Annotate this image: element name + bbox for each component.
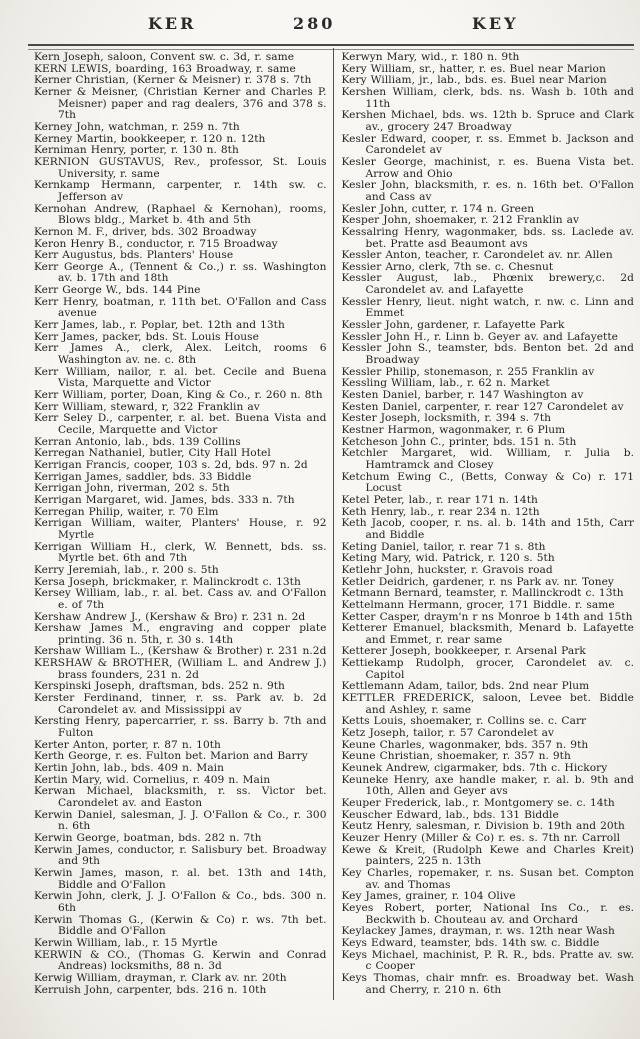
directory-entry: Kessler August, lab., Phœnix brewery,c. 2d Carondelet av. and Lafayette	[341, 272, 634, 297]
directory-entry: Kerr George W., bds. 144 Pine	[34, 284, 201, 297]
directory-entry: Kershaw Andrew J., (Kershaw & Bro) r. 231 n. 2d	[34, 610, 306, 623]
directory-entry: Keth Henry, lab., r. rear 234 n. 12th	[341, 505, 540, 518]
directory-entry: Keylackey James, drayman, r. ws. 12th near Wash	[341, 925, 615, 938]
directory-entry: Kestner Harmon, wagonmaker, r. 6 Plum	[341, 424, 566, 436]
directory-entry: Kerney Martin, bookkeeper, r. 120 n. 12th	[34, 132, 266, 145]
directory-entry: Kerregan Philip, waiter, r. 70 Elm	[34, 505, 219, 518]
directory-entry: Kernon M. F., driver, bds. 302 Broadway	[34, 225, 257, 238]
directory-entry: Ketter Casper, draym'n r ns Monroe b 14th and 15th	[341, 610, 633, 623]
directory-entry: Kernkamp Hermann, carpenter, r. 14th sw. c. Jefferson av	[34, 179, 327, 203]
directory-entry: Kerr William, porter, Doan, King & Co., r. 260 n. 8th	[34, 389, 323, 402]
directory-entry: Kernohan Andrew, (Raphael & Kernohan), rooms, Blows bldg., Market b. 4th and 5th	[34, 202, 327, 227]
directory-entry: Kerniman Henry, porter, r. 130 n. 8th	[34, 144, 239, 157]
column-divider	[333, 48, 334, 1000]
directory-entry: Kerr Augustus, bds. Planters' House	[34, 249, 234, 262]
directory-entry: Kettiekamp Rudolph, grocer, Carondelet av. c. Capitol	[341, 657, 634, 681]
directory-entry: Ketcheson John C., printer, bds. 151 n. 5th	[341, 435, 577, 448]
directory-entry: Kertin John, lab., bds. 409 n. Main	[34, 762, 224, 775]
directory-columns	[34, 52, 634, 997]
directory-entry: Kerwin Thomas G., (Kerwin & Co) r. ws. 7th bet. Biddle and O'Fallon	[34, 913, 327, 938]
directory-entry: Kerth George, r. es. Fulton bet. Marion and Barry	[34, 750, 308, 763]
directory-entry: Kern Joseph, saloon, Convent sw. c. 3d, r. same	[34, 52, 295, 63]
directory-entry: Kery William, jr., lab., bds. es. Buel near Marion	[341, 74, 607, 87]
directory-entry: Ketz Joseph, tailor, r. 57 Carondelet av	[341, 727, 555, 740]
directory-entry: KERWIN & CO., (Thomas G. Kerwin and Conrad Andreas) locksmiths, 88 n. 3d	[34, 948, 327, 973]
directory-entry: Keyes Robert, porter, National Ins Co., r. es. Beckwith b. Chouteau av. and Orchard	[341, 901, 634, 926]
header-left-key: KER	[148, 14, 197, 33]
directory-entry: Kessler John, gardener, r. Lafayette Park	[341, 319, 565, 332]
directory-entry: Ketel Peter, lab., r. rear 171 n. 14th	[341, 493, 538, 506]
directory-entry: Ketmann Bernard, teamster, r. Mallinckrodt c. 13th	[341, 587, 624, 600]
directory-entry: Keuscher Edward, lab., bds. 131 Biddle	[341, 808, 559, 821]
directory-entry: KERSHAW & BROTHER, (William L. and Andrew J.) brass founders, 231 n. 2d	[34, 657, 327, 681]
directory-entry: Kewe & Kreit, (Rudolph Kewe and Charles Kreit) painters, 225 n. 13th	[341, 843, 634, 868]
directory-entry: Kessler John H., r. Linn b. Geyer av. and Lafayette	[341, 330, 618, 343]
directory-entry: Kerwin James, mason, r. al. bet. 13th and 14th, Biddle and O'Fallon	[34, 866, 327, 891]
directory-entry: Kerwin James, conductor, r. Salisbury bet. Broadway and 9th	[34, 843, 327, 868]
directory-entry: Kerner & Meisner, (Christian Kerner and Charles P. Meisner) paper and rag dealers, 376 and 378 s. 7th	[34, 85, 327, 122]
directory-entry: Kerr Seley D., carpenter, r. al. bet. Buena Vista and Cecile, Marquette and Victor	[34, 412, 327, 436]
directory-entry: Keunek Andrew, cigarmaker, bds. 7th c. Hickory	[341, 762, 608, 775]
directory-entry: Keys Michael, machinist, P. R. R., bds. Pratte av. sw. c Cooper	[341, 948, 634, 973]
directory-entry: Kettlemann Adam, tailor, bds. 2nd near Plum	[341, 680, 590, 693]
directory-entry: KERN LEWIS, boarding, 163 Broadway, r. same	[34, 62, 296, 75]
directory-entry: Keuper Frederick, lab., r. Montgomery se. c. 14th	[341, 797, 615, 809]
directory-entry: Keune Charles, wagonmaker, bds. 357 n. 9th	[341, 738, 589, 751]
directory-entry: Kerr William, nailor, r. al. bet. Cecile and Buena Vista, Marquette and Victor	[34, 365, 327, 390]
directory-entry: Kessler Anton, teacher, r. Carondelet av. nr. Allen	[341, 249, 613, 262]
directory-entry: Kettelmann Hermann, grocer, 171 Biddle. r. same	[341, 598, 615, 611]
header-rule	[28, 44, 634, 50]
page-header	[0, 0, 640, 40]
header-right-key: KEY	[472, 14, 519, 33]
directory-entry: Kerrigan William H., clerk, W. Bennett, bds. ss. Myrtle bet. 6th and 7th	[34, 540, 327, 565]
directory-entry: Kerwyn Mary, wid., r. 180 n. 9th	[341, 52, 520, 63]
right-column	[342, 52, 635, 997]
directory-entry: Kersa Joseph, brickmaker, r. Malinckrodt c. 13th	[34, 575, 301, 588]
directory-entry: Kesler John, cutter, r. 174 n. Green	[341, 202, 535, 215]
directory-entry: Kerner Christian, (Kerner & Meisner) r. 378 s. 7th	[34, 74, 312, 87]
directory-entry: Kerr James, lab., r. Poplar, bet. 12th and 13th	[34, 319, 285, 332]
directory-entry: Kessier Arno, clerk, 7th se. c. Chesnut	[341, 260, 554, 273]
directory-entry: Kerney John, watchman, r. 259 n. 7th	[34, 120, 240, 133]
directory-entry: Kesten Daniel, carpenter, r. rear 127 Carondelet av	[341, 400, 624, 413]
directory-entry: Kesler John, blacksmith, r. es. n. 16th bet. O'Fallon and Cass av	[341, 179, 634, 203]
directory-entry: Ketterer Joseph, bookkeeper, r. Arsenal Park	[341, 645, 586, 658]
page-number: 280	[293, 14, 336, 33]
directory-entry: Kessler Philip, stonemason, r. 255 Franklin av	[341, 365, 595, 378]
directory-entry: Kessler Henry, lieut. night watch, r. nw. c. Linn and Emmet	[341, 295, 634, 320]
directory-entry: Keting Mary, wid. Patrick, r. 120 s. 5th	[341, 552, 555, 565]
directory-entry: Ketchum Ewing C., (Betts, Conway & Co) r. 171 Locust	[341, 470, 634, 495]
directory-entry: Kerr James A., clerk, Alex. Leitch, rooms 6 Washington av. ne. c. 8th	[34, 342, 327, 367]
directory-entry: KERNION GUSTAVUS, Rev., professor, St. Louis University, r. same	[34, 155, 327, 180]
directory-entry: Kerster Ferdinand, tinner, r. ss. Park av. b. 2d Carondelet av. and Mississippi av	[34, 692, 327, 716]
directory-entry: Kersting Henry, papercarrier, r. ss. Barry b. 7th and Fulton	[34, 715, 327, 740]
directory-entry: Kertin Mary, wid. Cornelius, r. 409 n. Main	[34, 773, 271, 786]
directory-entry: Kerwin George, boatman, bds. 282 n. 7th	[34, 831, 262, 844]
directory-entry: Kershaw William L., (Kershaw & Brother) r. 231 n.2d	[34, 645, 327, 658]
directory-entry: Kessling William, lab., r. 62 n. Market	[341, 377, 550, 390]
directory-entry: Kerwin William, lab., r. 15 Myrtle	[34, 936, 218, 949]
directory-entry: Ketlehr John, huckster, r. Gravois road	[341, 563, 553, 576]
directory-entry: Ketchler Margaret, wid. William, r. Julia b. Hamtramck and Closey	[341, 447, 634, 471]
directory-entry: Kerwig William, drayman, r. Clark av. nr. 20th	[34, 971, 287, 984]
directory-entry: Keys Edward, teamster, bds. 14th sw. c. Biddle	[341, 936, 600, 949]
directory-entry: Kerr James, packer, bds. St. Louis House	[34, 330, 259, 343]
directory-entry: Key Charles, ropemaker, r. ns. Susan bet. Compton av. and Thomas	[341, 866, 634, 891]
directory-entry: Kerrigan William, waiter, Planters' House, r. 92 Myrtle	[34, 517, 327, 541]
directory-entry: Ketts Louis, shoemaker, r. Collins se. c. Carr	[341, 715, 587, 728]
directory-entry: Kerwin John, clerk, J. J. O'Fallon & Co., bds. 300 n. 6th	[34, 890, 327, 914]
directory-entry: Kerr George A., (Tennent & Co.,) r. ss. Washington av. b. 17th and 18th	[34, 260, 327, 285]
directory-entry: Kerter Anton, porter, r. 87 n. 10th	[34, 738, 221, 751]
directory-entry: Kerregan Nathaniel, butler, City Hall Hotel	[34, 447, 271, 460]
directory-entry: Kerrigan Margaret, wid. James, bds. 333 n. 7th	[34, 493, 295, 506]
directory-entry: KETTLER FREDERICK, saloon, Levee bet. Biddle and Ashley, r. same	[341, 692, 634, 716]
directory-entry: Kershen William, clerk, bds. ns. Wash b. 10th and 11th	[341, 85, 634, 110]
directory-entry: Ketler Deidrich, gardener, r. ns Park av. nr. Toney	[341, 575, 614, 588]
directory-entry: Kershaw James M., engraving and copper plate printing. 36 n. 5th, r. 30 s. 14th	[34, 622, 327, 646]
directory-entry: Keuzer Henry (Miller & Co) r. es. s. 7th nr. Carroll	[341, 831, 621, 844]
directory-entry: Kesper John, shoemaker, r. 212 Franklin av	[341, 214, 580, 227]
directory-entry: Kessalring Henry, wagonmaker, bds. ss. Laclede av. bet. Pratte asd Beaumont avs	[341, 225, 634, 250]
directory-entry: Kershen Michael, bds. ws. 12th b. Spruce and Clark av., grocery 247 Broadway	[341, 109, 634, 133]
directory-entry: Kerrigan James, saddler, bds. 33 Biddle	[34, 470, 252, 483]
directory-entry: Kerspinski Joseph, draftsman, bds. 252 n. 9th	[34, 680, 285, 693]
directory-entry: Kester Joseph, locksmith, r. 394 s. 7th	[341, 412, 552, 425]
directory-entry: Kerry Jeremiah, lab., r. 200 s. 5th	[34, 563, 219, 576]
directory-entry: Kessler John S., teamster, bds. Benton bet. 2d and Broadway	[341, 342, 634, 367]
directory-entry: Keth Jacob, cooper, r. ns. al. b. 14th and 15th, Carr and Biddle	[341, 517, 634, 541]
directory-entry: Kesler George, machinist, r. es. Buena Vista bet. Arrow and Ohio	[341, 155, 634, 180]
directory-entry: Ketterer Emanuel, blacksmith, Menard b. Lafayette and Emmet, r. rear same	[341, 622, 634, 646]
directory-entry: Kerr William, steward, r, 322 Franklin av	[34, 400, 260, 413]
directory-entry: Keys Thomas, chair mnfr. es. Broadway bet. Wash and Cherry, r. 210 n. 6th	[341, 971, 634, 996]
directory-entry: Kerwin Daniel, salesman, J. J. O'Fallon & Co., r. 300 n. 6th	[34, 808, 327, 833]
directory-entry: Key James, grainer, r. 104 Olive	[341, 890, 516, 903]
directory-entry: Keron Henry B., conductor, r. 715 Broadway	[34, 237, 278, 250]
directory-entry: Keune Christian, shoemaker, r. 357 n. 9th	[341, 750, 571, 763]
directory-entry: Kesten Daniel, barber, r. 147 Washington av	[341, 389, 584, 402]
directory-entry: Keuneke Henry, axe handle maker, r. al. b. 9th and 10th, Allen and Geyer avs	[341, 773, 634, 798]
directory-entry: Keutz Henry, salesman, r. Division b. 19th and 20th	[341, 820, 625, 833]
directory-entry: Kerrigan Francis, cooper, 103 s. 2d, bds. 97 n. 2d	[34, 458, 308, 471]
directory-entry: Kerwan Michael, blacksmith, r. ss. Victor bet. Carondelet av. and Easton	[34, 785, 327, 809]
left-column	[34, 52, 327, 997]
directory-entry: Kerruish John, carpenter, bds. 216 n. 10th	[34, 983, 267, 996]
directory-entry: Kerr Henry, boatman, r. 11th bet. O'Fallon and Cass avenue	[34, 295, 327, 320]
directory-entry: Keting Daniel, tailor, r. rear 71 s. 8th	[341, 540, 546, 553]
directory-entry: Kersey William, lab., r. al. bet. Cass av. and O'Fallon e. of 7th	[34, 587, 327, 611]
directory-entry: Kerrigan John, riverman, 202 s. 5th	[34, 482, 230, 495]
directory-entry: Kerran Antonio, lab., bds. 139 Collins	[34, 435, 241, 448]
directory-entry: Kery William, sr., hatter, r. es. Buel near Marion	[341, 62, 606, 75]
directory-entry: Kesler Edward, cooper, r. ss. Emmet b. Jackson and Carondelet av	[341, 132, 634, 157]
